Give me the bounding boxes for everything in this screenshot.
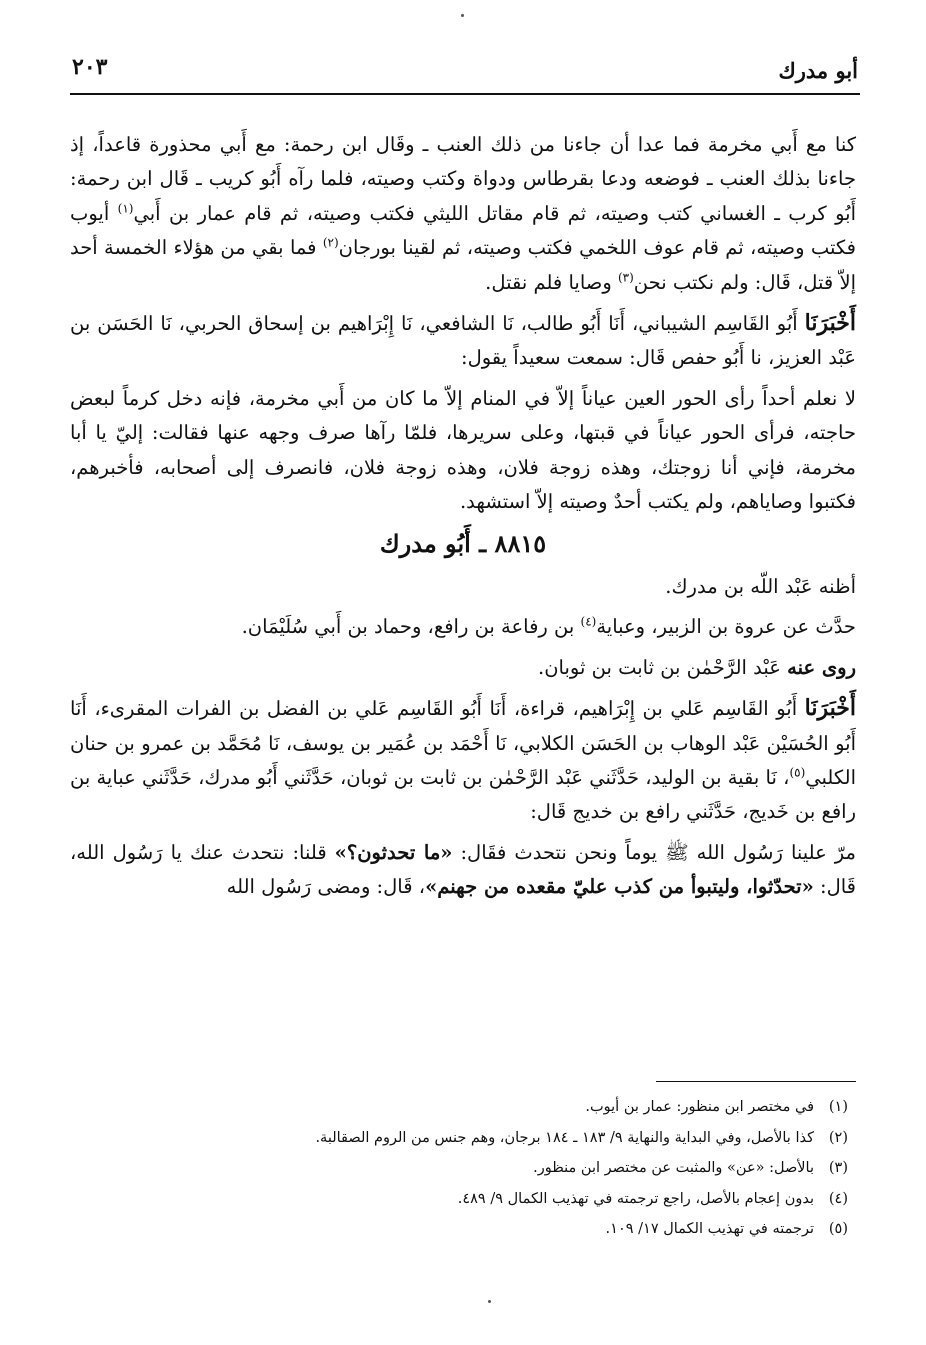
running-title: أبو مدرك <box>778 58 858 83</box>
scan-dot <box>488 1300 491 1303</box>
header-rule <box>70 93 860 95</box>
text-run: فما بقي من هؤلاء الخمسة أحد إلاّ قتل، قَال: ولم نكتب نحن <box>70 236 856 294</box>
footnote-number: (٢) <box>828 1129 848 1146</box>
footnote-3 <box>200 1153 848 1184</box>
isnad-paragraph <box>70 691 856 830</box>
text-run: بن رفاعة بن رافع، وحماد بن أَبي سُلَيْمَان. <box>241 615 581 639</box>
footnote-text: بدون إعجام بالأصل، راجع ترجمته في تهذيب الكمال ٩/ ٤٨٩. <box>457 1190 814 1207</box>
hadith-quote: «ما تحدثون؟» <box>334 840 453 864</box>
footnote-rule <box>656 1081 856 1082</box>
page-number: ٢٠٣ <box>72 54 108 80</box>
text-run: عَبْد الرَّحْمٰن بن ثابت بن ثوبان. <box>538 655 788 679</box>
text-run: كنا مع أَبي مخرمة فما عدا أن جاءنا من ذلك العنب ـ وقَال ابن رحمة: مع أَبي محذورة قاعداً، إذ جاءنا بذلك العنب ـ فوضعه ودعا بقرطاس ودواة وكتب وصيته، فلما رآه أَبُو كريب ـ قَال ابن رحمة: أَبُو كرب ـ الغساني كتب وصيته، ثم قام مقاتل الليثي فكتب وصيته، ثم قام عمار بن أَبي <box>70 133 856 225</box>
footnote-text: في مختصر ابن منظور: عمار بن أيوب. <box>585 1099 814 1115</box>
footnotes <box>200 1092 848 1245</box>
entry-line-1 <box>70 570 856 604</box>
footnote-number: (٣) <box>828 1160 848 1176</box>
footnote-text: ترجمته في تهذيب الكمال ١٧/ ١٠٩. <box>605 1221 814 1237</box>
paragraph-3 <box>70 382 856 520</box>
footnote-number: (٥) <box>828 1221 848 1237</box>
akhbarana-keyword: أَخْبَرَنَا <box>804 695 856 722</box>
footnote-marker-2: (٢) <box>322 235 339 250</box>
entry-line-3 <box>70 651 856 685</box>
scan-dot <box>461 14 464 17</box>
footnote-marker-4: (٤) <box>580 614 597 629</box>
rawa-anhu-keyword: روى عنه <box>787 655 856 679</box>
footnote-5 <box>200 1214 848 1245</box>
text-run: قلنا: نتحدث عنك يا رَسُول الله، قَال: <box>70 840 856 899</box>
page-header <box>72 52 858 88</box>
footnote-1 <box>200 1092 848 1123</box>
text-run: حدَّث عن عروة بن الزبير، وعباية <box>596 615 856 639</box>
text-run: ، نَا بقية بن الوليد، حَدَّثَني عَبْد الرَّحْمٰن بن ثابت بن ثوبان، حَدَّثَني أَبُو مدرك، حَدَّثَني عباية بن رافع بن خَديج، حَدَّثَني رافع بن خديج قَال: <box>70 765 856 824</box>
footnote-2 <box>200 1123 848 1154</box>
text-run: أَبُو القَاسِم الشيباني، أَنَا أَبُو طالب، نَا الشافعي، نَا إِبْرَاهيم بن إسحاق الحربي، نَا الحَسَن بن عَبْد العزيز، نا أَبُو حفص قَال: سمعت سعيداً يقول: <box>70 312 856 370</box>
main-text <box>70 128 856 911</box>
text-run: لا نعلم أحداً رأى الحور العين عياناً إلاّ في المنام إلاّ ما كان من أَبي مخرمة، فإنه دخل كرماً لبعض حاجته، فرأى الحور عياناً في قبتها، وعلى سريرها، فلمّا رآها صرف وجهه عنها فقالت: إليّ يا أبا مخرمة، فإني أنا زوجتك، وهذه زوجة فلان، وهذه زوجة فلان، فانصرف إلى أصحابه، فأخبرهم، فكتبوا وصاياهم، ولم يكتب أحدٌ وصيته إلاّ استشهد. <box>70 386 856 514</box>
footnote-marker-5: (٥) <box>789 765 806 780</box>
footnote-text: بالأصل: «عن» والمثبت عن مختصر ابن منظور. <box>533 1160 814 1176</box>
paragraph-2 <box>70 306 856 376</box>
text-run: وصايا فلم نقتل. <box>485 270 618 294</box>
hadith-quote: «تحدّثوا، وليتبوأ من كذب عليّ مقعده من جهنم» <box>425 875 814 899</box>
entry-line-2 <box>70 610 856 644</box>
paragraph-1 <box>70 128 856 300</box>
entry-heading: ٨٨١٥ ـ أَبُو مدرك <box>379 529 547 559</box>
footnote-4 <box>200 1184 848 1215</box>
hadith-paragraph <box>70 836 856 905</box>
akhbarana-keyword: أَخْبَرَنَا <box>804 310 856 337</box>
text-run: أيوب فكتب وصيته، ثم قام عوف اللخمي فكتب وصيته، ثم لقينا بورجان <box>70 201 856 260</box>
footnote-marker-1: (١) <box>117 201 134 216</box>
text-run: أَبُو القَاسِم عَلي بن إِبْرَاهيم، قراءة، أَنَا أَبُو القَاسِم عَلي بن الفضل بن الفرات المقرىء، أَنَا أَبُو الحُسَيْن عَبْد الوهاب بن الحَسَن الكلابي، نَا أَحْمَد بن عُمَير بن يوسف، نَا مُحَمَّد بن عمرو بن حنان الكلبي <box>70 697 856 789</box>
text-run: أظنه عَبْد اللّه بن مدرك. <box>665 574 856 598</box>
footnote-number: (١) <box>828 1099 848 1115</box>
footnote-number: (٤) <box>828 1190 848 1207</box>
footnote-text: كذا بالأصل، وفي البداية والنهاية ٩/ ١٨٣ ـ ١٨٤ برجان، وهم جنس من الروم الصقالبة. <box>315 1129 814 1146</box>
text-run: مرّ علينا رَسُول الله ﷺ يوماً ونحن نتحدث فقَال: <box>452 840 856 864</box>
footnote-marker-3: (٣) <box>617 270 634 285</box>
text-run: ، قَال: ومضى رَسُول الله <box>226 875 426 899</box>
